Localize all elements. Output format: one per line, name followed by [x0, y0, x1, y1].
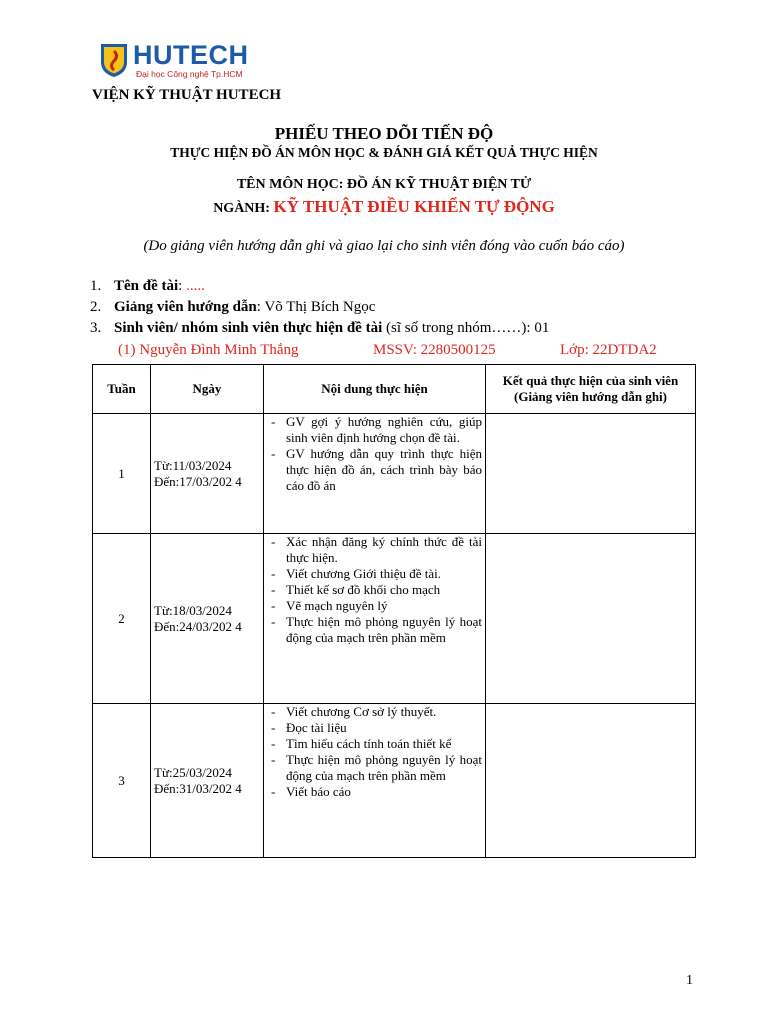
task-list — [264, 704, 482, 800]
task-item: - Viết chương Cơ sở lý thuyết. — [264, 704, 482, 720]
major-value: KỸ THUẬT ĐIỀU KHIỂN TỰ ĐỘNG — [273, 197, 555, 216]
task-item: - GV gợi ý hướng nghiên cứu, giúp sinh viên định hướng chọn đề tài. — [264, 414, 482, 446]
topic-label: Tên đề tài — [114, 278, 179, 294]
task-item: - Viết báo cáo — [264, 784, 482, 800]
hutech-shield-icon — [99, 42, 129, 78]
item-students: 3. Sinh viên/ nhóm sinh viên thực hiện đề tài (sĩ số trong nhóm……): 01 — [90, 320, 550, 336]
task-item: - Thực hiện mô phỏng nguyên lý hoạt động của mạch trên phần mềm — [264, 752, 482, 784]
result-cell[interactable] — [486, 414, 696, 534]
content-cell — [264, 534, 486, 704]
student-class: Lớp: 22DTDA2 — [560, 342, 657, 358]
document-subtitle: THỰC HIỆN ĐỒ ÁN MÔN HỌC & ĐÁNH GIÁ KẾT QUẢ THỰC HIỆN — [170, 145, 598, 160]
task-item: - Thiết kế sơ đồ khối cho mạch — [264, 582, 482, 598]
document-title: PHIẾU THEO DÕI TIẾN ĐỘ — [274, 124, 494, 143]
table-body — [93, 414, 696, 858]
date-cell: Từ:11/03/2024 Đến:17/03/202 4 — [151, 414, 264, 534]
advisor-value: Võ Thị Bích Ngọc — [264, 299, 376, 315]
table-row — [93, 534, 696, 704]
header-date: Ngày — [151, 365, 264, 414]
institute-name: VIỆN KỸ THUẬT HUTECH — [92, 87, 282, 103]
task-item: - GV hướng dẫn quy trình thực hiện thực hiện đồ án, cách trình bày báo cáo đồ án — [264, 446, 482, 494]
week-cell: 2 — [93, 534, 151, 704]
result-cell[interactable] — [486, 534, 696, 704]
date-cell: Từ:18/03/2024 Đến:24/03/202 4 — [151, 534, 264, 704]
table-row — [93, 704, 696, 858]
item-topic: 1. Tên đề tài: ..... — [90, 278, 205, 294]
task-item: - Xác nhận đăng ký chính thức đề tài thực hiện. — [264, 534, 482, 566]
header-week: Tuần — [93, 365, 151, 414]
header-content: Nội dung thực hiện — [264, 365, 486, 414]
major-line — [0, 197, 768, 217]
topic-value: ..... — [186, 278, 205, 294]
week-cell: 1 — [93, 414, 151, 534]
advisor-label: Giảng viên hướng dẫn — [114, 299, 257, 315]
page-number: 1 — [686, 973, 693, 988]
result-cell[interactable] — [486, 704, 696, 858]
students-label: Sinh viên/ nhóm sinh viên thực hiện đề tài — [114, 320, 383, 336]
task-list — [264, 534, 482, 646]
table-row — [93, 414, 696, 534]
item-advisor: 2. Giảng viên hướng dẫn: Võ Thị Bích Ngọc — [90, 299, 376, 315]
logo-brand: HUTECH — [133, 40, 249, 70]
date-cell: Từ:25/03/2024 Đến:31/03/202 4 — [151, 704, 264, 858]
subject-line: TÊN MÔN HỌC: ĐỒ ÁN KỸ THUẬT ĐIỆN TỬ — [236, 177, 532, 192]
header-result: Kết quả thực hiện của sinh viên (Giảng viên hướng dẫn ghi) — [486, 365, 696, 414]
hutech-logo — [99, 40, 259, 80]
student-name: (1) Nguyễn Đình Minh Thắng — [118, 342, 299, 358]
week-cell: 3 — [93, 704, 151, 858]
task-item: - Vẽ mạch nguyên lý — [264, 598, 482, 614]
task-item: - Tìm hiểu cách tính toán thiết kế — [264, 736, 482, 752]
instruction-note: (Do giảng viên hướng dẫn ghi và giao lại cho sinh viên đóng vào cuốn báo cáo) — [143, 238, 625, 254]
student-mssv: MSSV: 2280500125 — [373, 342, 496, 358]
logo-tagline: Đại học Công nghệ Tp.HCM — [136, 69, 243, 79]
content-cell — [264, 414, 486, 534]
task-item: - Thực hiện mô phỏng nguyên lý hoạt động của mạch trên phần mềm — [264, 614, 482, 646]
students-count: (sĩ số trong nhóm……): 01 — [382, 320, 550, 336]
task-list — [264, 414, 482, 494]
task-item: - Đọc tài liệu — [264, 720, 482, 736]
content-cell — [264, 704, 486, 858]
table-header-row — [93, 365, 696, 414]
progress-table — [92, 364, 696, 858]
task-item: - Viết chương Giới thiệu đề tài. — [264, 566, 482, 582]
major-label: NGÀNH: — [213, 201, 270, 216]
